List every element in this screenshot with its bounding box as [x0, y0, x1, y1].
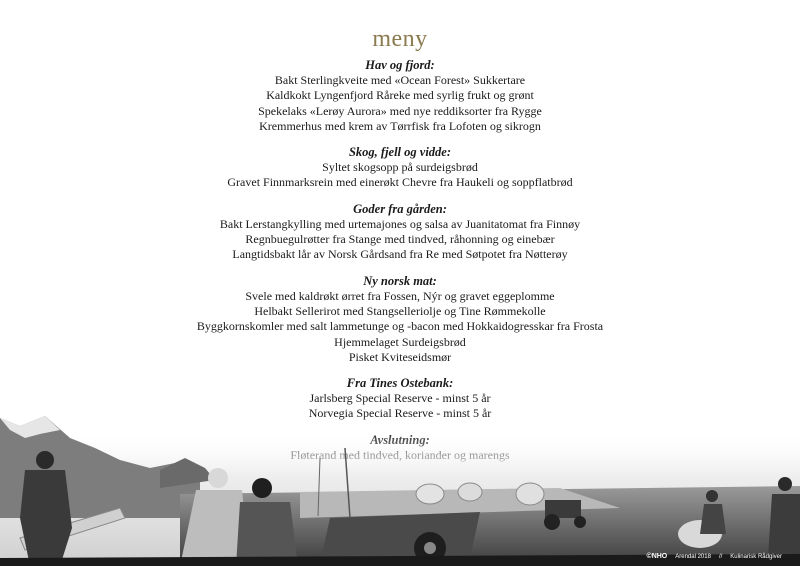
section-title: Hav og fjord: [365, 58, 435, 72]
menu-item: Kremmerhus med krem av Tørrfisk fra Lofoten og sikrogn [259, 118, 541, 133]
menu-item: Svele med kaldrøkt ørret fra Fossen, Nýr og gravet eggeplomme [245, 288, 555, 303]
section-title: Ny norsk mat: [363, 273, 437, 288]
menu-item: Regnbuegulrøtter fra Stange med tindved, råhonning og einebær [245, 232, 555, 247]
menu-section-hav-og-fjord [0, 57, 800, 134]
menu-item: Pisket Kviteseidsmør [348, 349, 452, 364]
menu-item: Bakt Sterlingkveite med «Ocean Forest» Sukkertare [274, 73, 526, 87]
section-title: Skog, fjell og vidde: [348, 145, 452, 160]
farm-landscape-collage-image [0, 408, 800, 566]
credit-label: Kulinarisk Rådgiver [730, 553, 782, 560]
footer-separator: // [718, 553, 723, 560]
menu-item: Langtidsbakt lår av Norsk Gårdsand fra Re med Søtpotet fra Nøtterøy [232, 247, 568, 262]
menu-item: Kaldkokt Lyngenfjord Råreke med syrlig frukt og grønt [266, 88, 534, 103]
menu-item: Jarlsberg Special Reserve - minst 5 år [309, 391, 491, 406]
menu-item: Bakt Lerstangkylling med urtemajones og salsa av Juanitatomat fra Finnøy [219, 216, 581, 231]
menu-section-ny-norsk-mat [0, 273, 800, 365]
section-title: Fra Tines Ostebank: [346, 376, 454, 391]
section-title: Goder fra gården: [353, 201, 447, 216]
menu-title: meny [372, 26, 428, 52]
menu-item: Norvegia Special Reserve - minst 5 år [308, 406, 492, 421]
menu-item: Syltet skogsopp på surdeigsbrød [322, 160, 478, 175]
nho-logo-text: ©NHO [646, 553, 668, 560]
menu-item: Helbakt Sellerirot med Stangselleriolje og Tine Rømmekolle [254, 303, 546, 318]
menu-item: Hjemmelaget Surdeigsbrød [334, 334, 466, 349]
event-label: Arendal 2018 [675, 553, 711, 560]
menu-item: Gravet Finnmarksrein med einerøkt Chevre fra Haukeli og soppflatbrød [227, 175, 573, 190]
menu-section-skog-fjell-vidde [0, 144, 800, 191]
menu-item: Spekelaks «Lerøy Aurora» med nye reddiksorter fra Rygge [258, 103, 542, 118]
footer-credits [647, 553, 782, 560]
menu-item: Byggkornskomler med salt lammetunge og -bacon med Hokkaidogresskar fra Frosta [196, 319, 604, 334]
menu-section-goder-fra-garden [0, 201, 800, 263]
